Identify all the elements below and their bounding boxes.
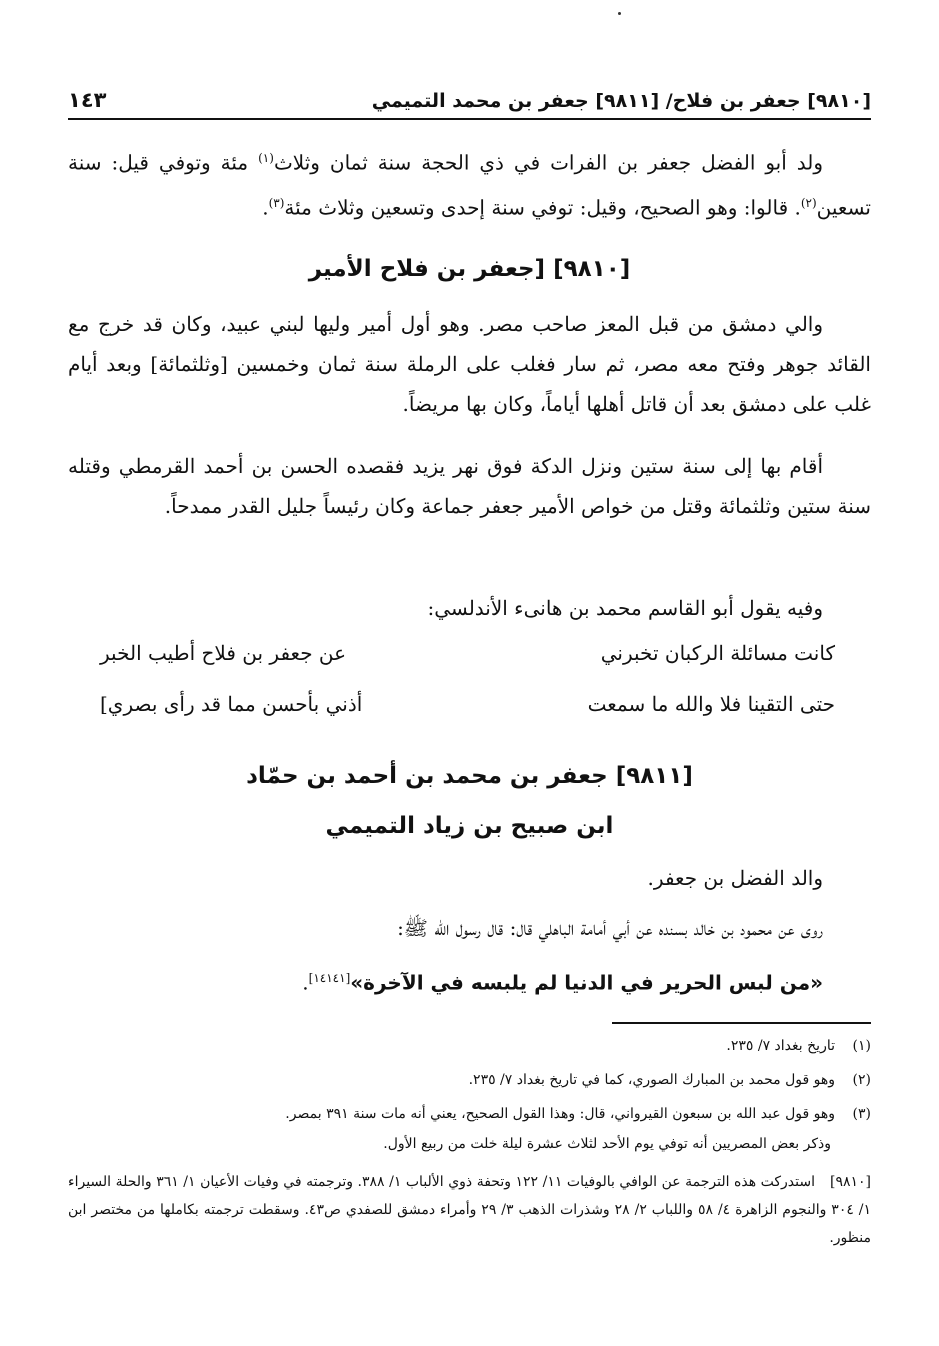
hadith-ref: [١٤١٤١]: [308, 971, 351, 985]
entry2-paragraph-1: والد الفضل بن جعفر.: [647, 866, 823, 890]
entry2-paragraph-2: روى عن محمود بن خالد بسنده عن أبي أمامة الباهلي قال: قال رسول الله ﷺ:: [397, 916, 823, 940]
footnote-entry-9810: [٩٨١٠]استدركت هذه الترجمة عن الوافي بالوفيات ١١/ ١٢٢ وتحفة ذوي الألباب ١/ ٣٨٨. وترجمته في وفيات الأعيان ١/ ٣٦١ والحلة السيراء ١/ ٣٠٤ والنجوم الزاهرة ٤/ ٥٨ واللباب ٢/ ٢٨ وشذرات الذهب ٣/ ٢٩ وأمراء دمشق للصفدي ص٤٣. وسقطت ترجمته بكاملها من مختصر ابن منظور.: [68, 1174, 872, 1246]
entry-heading-9811-line2: ابن صبيح بن زياد التميمي: [325, 813, 614, 839]
running-header: [68, 78, 871, 120]
intro-text: ولد أبو الفضل جعفر بن الفرات في ذي الحجة سنة ثمان وثلاث$^{(١)}$ مئة وتوفي قيل: سنة تسعين$^{(٢)}$. قالوا: وهو الصحيح، وقيل: توفي سنة إحدى وتسعين وثلاث مئة$^{(٣)}$.: [68, 150, 871, 220]
intro-paragraph: [68, 138, 871, 227]
poem-verse-1: [100, 641, 835, 681]
running-title: [٩٨١٠] جعفر بن فلاح/ [٩٨١١] جعفر بن محمد التميمي: [371, 90, 871, 112]
verse-2-first-hemistich: حتى التقينا فلا والله ما سمعت: [587, 692, 835, 716]
entry1-paragraph-1: والي دمشق من قبل المعز صاحب مصر. وهو أول أمير وليها لبني عبيد، وكان قد خرج مع القائد جوهر وفتح معه مصر، ثم سار فغلب على الرملة سنة ثمان وخمسين [وثلثمائة] وبعد أيام غلب على دمشق بعد أن قاتل أهلها أياماً، وكان بها مريضاً.: [68, 312, 871, 416]
stray-dot: [618, 12, 621, 15]
verse-1-second-hemistich: عن جعفر بن فلاح أطيب الخبر: [100, 641, 347, 665]
verse-1-first-hemistich: كانت مسائلة الركبان تخبرني: [600, 641, 835, 665]
poem-verse-2: [100, 692, 835, 732]
footnote-3: (٣)وهو قول عبد الله بن سبعون القيرواني، قال: وهذا القول الصحيح، يعني أنه مات سنة ٣٩١ بمصر.: [285, 1106, 871, 1122]
hadith-quote-line: «من لبس الحرير في الدنيا لم يلبسه في الآخرة»[١٤١٤١].: [302, 970, 823, 995]
footnote-ref-2: (٢): [800, 195, 817, 210]
footnote-divider: [612, 1022, 871, 1024]
footnote-2: (٢)وهو قول محمد بن المبارك الصوري، كما في تاريخ بغداد ٧/ ٢٣٥.: [468, 1072, 871, 1088]
footnote-ref-1: (١): [258, 151, 274, 165]
footnote-1: (١)تاريخ بغداد ٧/ ٢٣٥.: [726, 1038, 871, 1054]
entry-heading-9810: [٩٨١٠] [جعفر بن فلاح الأمير: [308, 256, 631, 282]
entry1-paragraph-2: أقام بها إلى سنة ستين ونزل الدكة فوق نهر يزيد فقصده الحسن بن أحمد القرمطي وقتله سنة ستين وثلثمائة وقتل من خواص الأمير جعفر جماعة وكان رئيساً جليل القدر ممدحاً.: [68, 454, 871, 518]
verse-2-second-hemistich: أذني بأحسن مما قد رأى بصري]: [100, 692, 363, 716]
page-number: ١٤٣: [68, 88, 107, 112]
poem-intro: وفيه يقول أبو القاسم محمد بن هانىء الأندلسي:: [427, 596, 823, 620]
footnote-ref-3: (٣): [268, 195, 285, 210]
hadith-quote: «من لبس الحرير في الدنيا لم يلبسه في الآخرة»: [350, 970, 823, 995]
entry-heading-9811-line1: [٩٨١١] جعفر بن محمد بن أحمد بن حمّاد: [246, 763, 693, 789]
footnote-3-continued: وذكر بعض المصريين أنه توفي يوم الأحد لثلاث عشرة ليلة خلت من ربيع الأول.: [383, 1136, 831, 1152]
